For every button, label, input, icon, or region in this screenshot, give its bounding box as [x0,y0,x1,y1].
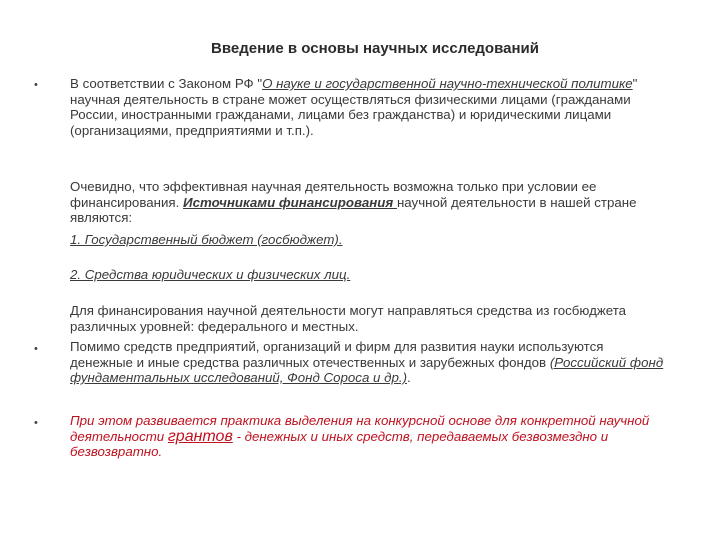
bullet-1: • [34,79,38,91]
grants-intro-text: При этом развивается практика выделения на конкурсной основе для конкретной научной деятельности [70,413,650,444]
bullet-3: • [34,417,38,429]
grants-term: грантов [167,427,233,445]
funds-names: (Российский фонд фундаментальных исследований, Фонд Сороса и др.) [70,354,664,385]
funds-intro-text: Помимо средств предприятий, организаций и фирм для развития науки используются денежные и иные средства различных отечественных и зарубежных фондов [70,339,604,370]
financing-sources-term: Источниками финансирования [183,194,397,210]
source-item-1: 1. Государственный бюджет (госбюджет). [70,232,343,247]
financing-intro-text: Очевидно, что эффективная научная деятельность возможна только при условии ее финансирования. [70,179,597,210]
law-rest-text: " научная деятельность в стране может осуществляться физическими лицами (гражданами России, иностранными гражданами, лицами без гражданства) и юридическими лицами (организациями, предприятиями и т.п.). [70,76,638,138]
paragraph-funds [70,339,670,386]
grants-rest-text: - денежных и иных средств, передаваемых безвозмездно и безвозвратно. [70,428,609,459]
financing-rest-text: научной деятельности в нашей стране являются: [70,194,637,225]
bullet-2: • [34,343,38,355]
funds-period: . [407,370,411,385]
paragraph-financing [70,179,670,226]
paragraph-grants [70,413,670,460]
source-item-2: 2. Средства юридических и физических лиц. [70,267,351,282]
law-intro-text: В соответствии с Законом РФ " [70,76,263,91]
law-title: О науке и государственной научно-технической политике [262,76,633,91]
paragraph-budget-levels: Для финансирования научной деятельности могут направляться средства из госбюджета различных уровней: федерального и местных. [70,303,627,334]
page-title: Введение в основы научных исследований [211,40,539,57]
paragraph-law [70,76,670,138]
